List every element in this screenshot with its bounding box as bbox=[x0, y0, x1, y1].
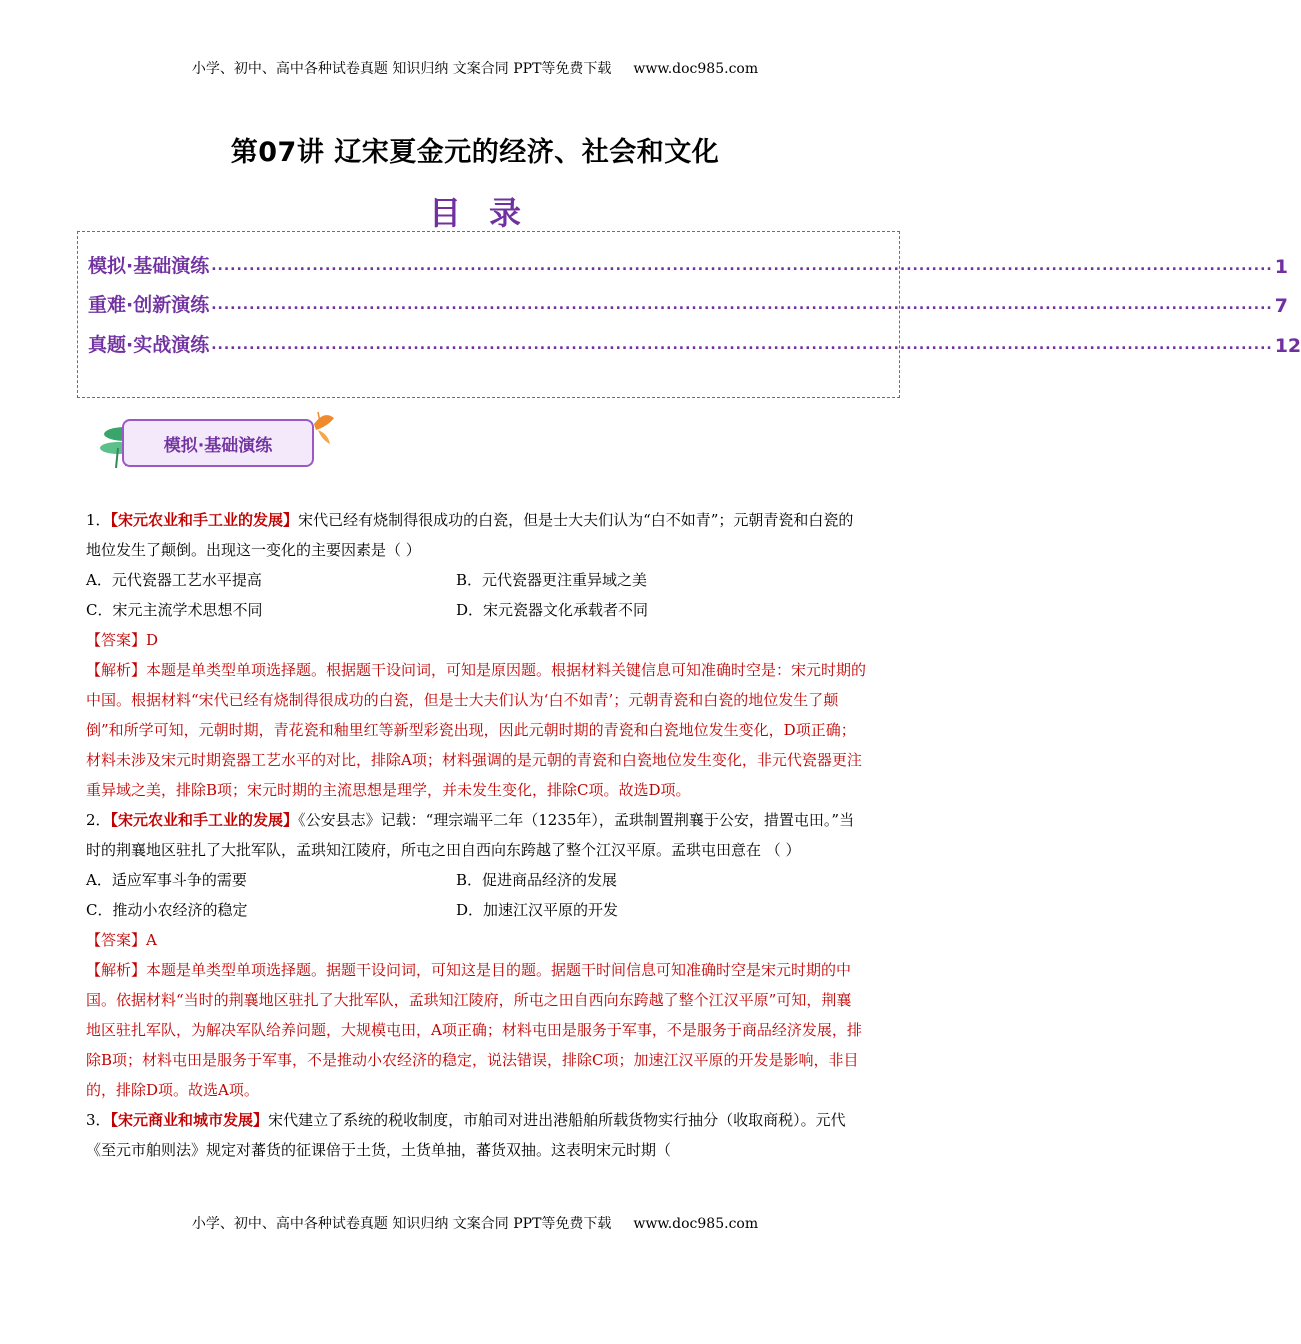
question-stem bbox=[86, 805, 866, 865]
section-badge-frame bbox=[122, 419, 314, 467]
toc-item-label: 重难·创新演练 bbox=[88, 294, 210, 316]
answer: 【答案】D bbox=[86, 631, 159, 649]
option-d: D．加速江汉平原的开发 bbox=[456, 901, 619, 919]
page-footer bbox=[0, 1213, 950, 1233]
question-2 bbox=[86, 805, 866, 1105]
option-d: D．宋元瓷器文化承载者不同 bbox=[456, 601, 649, 619]
toc-item-2[interactable] bbox=[88, 287, 1288, 317]
question-list bbox=[86, 505, 866, 1165]
option-a: A．元代瓷器工艺水平提高 bbox=[86, 571, 262, 589]
question-number: 2． bbox=[86, 811, 111, 829]
question-topic-tag: 【宋元商业和城市发展】 bbox=[110, 1111, 269, 1129]
option-b: B．元代瓷器更注重异域之美 bbox=[456, 571, 648, 589]
section-badge-label: 模拟·基础演练 bbox=[163, 435, 273, 456]
toc-item-1[interactable] bbox=[88, 248, 1288, 278]
document-title: 第07讲 辽宋夏金元的经济、社会和文化 bbox=[230, 137, 720, 168]
toc-leader-dots: ........................................................................................................................................................................ bbox=[211, 258, 1273, 274]
header-text: 小学、初中、高中各种试卷真题 知识归纳 文案合同 PPT等免费下载 bbox=[191, 61, 612, 77]
option-grid bbox=[86, 865, 866, 925]
option-grid bbox=[86, 565, 866, 625]
option-a: A．适应军事斗争的需要 bbox=[86, 871, 247, 889]
question-number: 1． bbox=[86, 511, 111, 529]
header-url[interactable]: www.doc985.com bbox=[633, 61, 759, 77]
toc-leader-dots: ........................................................................................................................................................................ bbox=[211, 297, 1273, 313]
answer: 【答案】A bbox=[86, 931, 157, 949]
section-badge bbox=[96, 404, 346, 474]
analysis: 【解析】本题是单类型单项选择题。据题干设问词，可知这是目的题。据题干时间信息可知准确时空是宋元时期的中国。依据材料“当时的荆襄地区驻扎了大批军队，孟珙知江陵府，所屯之田自西向东跨越了整个江汉平原”可知，荆襄地区驻扎军队，为解决军队给养问题，大规模屯田，A项正确；材料屯田是服务于军事，不是服务于商品经济发展，排除B项；材料屯田是服务于军事，不是推动小农经济的稳定，说法错误，排除C项；加速江汉平原的开发是影响，非目的，排除D项。故选A项。 bbox=[86, 961, 862, 1099]
page-header bbox=[0, 58, 950, 78]
toc-item-3[interactable] bbox=[88, 327, 1301, 357]
footer-url[interactable]: www.doc985.com bbox=[633, 1216, 759, 1232]
option-c: C．宋元主流学术思想不同 bbox=[86, 601, 263, 619]
question-number: 3． bbox=[86, 1111, 111, 1129]
question-text: 《公安县志》记载：“理宗端平二年（1235年），孟珙制置荆襄于公安，措置屯田。”当时的荆襄地区驻扎了大批军队，孟珙知江陵府，所屯之田自西向东跨越了整个江汉平原。孟珙屯田意在 （ ） bbox=[86, 811, 855, 859]
question-topic-tag: 【宋元农业和手工业的发展】 bbox=[110, 511, 299, 529]
toc-heading: 目录 bbox=[428, 194, 549, 232]
table-of-contents bbox=[77, 231, 1301, 398]
toc-item-label: 真题·实战演练 bbox=[88, 334, 210, 356]
question-topic-tag: 【宋元农业和手工业的发展】 bbox=[110, 811, 299, 829]
toc-item-page: 12 bbox=[1274, 335, 1301, 357]
question-1 bbox=[86, 505, 866, 805]
footer-text: 小学、初中、高中各种试卷真题 知识归纳 文案合同 PPT等免费下载 bbox=[191, 1216, 612, 1232]
question-3 bbox=[86, 1105, 866, 1165]
toc-item-page: 1 bbox=[1274, 256, 1288, 278]
option-c: C．推动小农经济的稳定 bbox=[86, 901, 248, 919]
question-text: 宋代建立了系统的税收制度，市舶司对进出港船舶所载货物实行抽分（收取商税）。元代《至元市舶则法》规定对蕃货的征课倍于土货，土货单抽，蕃货双抽。这表明宋元时期（ bbox=[86, 1111, 846, 1159]
question-text: 宋代已经有烧制得很成功的白瓷，但是士大夫们认为“白不如青”；元朝青瓷和白瓷的地位发生了颠倒。出现这一变化的主要因素是（ ） bbox=[86, 511, 854, 559]
analysis: 【解析】本题是单类型单项选择题。根据题干设问词，可知是原因题。根据材料关键信息可知准确时空是：宋元时期的中国。根据材料“宋代已经有烧制得很成功的白瓷，但是士大夫们认为‘白不如青’；元朝青瓷和白瓷的地位发生了颠倒”和所学可知，元朝时期，青花瓷和釉里红等新型彩瓷出现，因此元朝时期的青瓷和白瓷地位发生变化，D项正确；材料未涉及宋元时期瓷器工艺水平的对比，排除A项；材料强调的是元朝的青瓷和白瓷地位发生变化，非元代瓷器更注重异域之美，排除B项；宋元时期的主流思想是理学，并未发生变化，排除C项。故选D项。 bbox=[86, 661, 867, 799]
toc-leader-dots: ........................................................................................................................................................................ bbox=[211, 337, 1273, 353]
option-b: B．促进商品经济的发展 bbox=[456, 871, 618, 889]
toc-item-page: 7 bbox=[1274, 295, 1288, 317]
question-stem bbox=[86, 1105, 866, 1165]
question-stem bbox=[86, 505, 866, 565]
toc-item-label: 模拟·基础演练 bbox=[88, 255, 210, 277]
